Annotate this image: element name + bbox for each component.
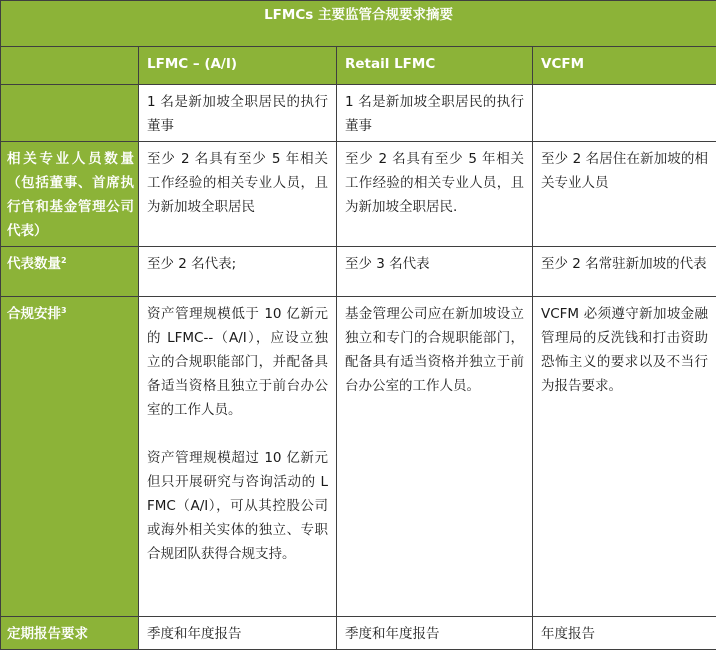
table-cell: 至少 2 名代表; bbox=[139, 247, 337, 297]
table-cell: 至少 3 名代表 bbox=[337, 247, 533, 297]
row-label-compliance bbox=[1, 297, 139, 617]
table-cell: 至少 2 名居住在新加坡的相关专业人员 bbox=[533, 142, 716, 247]
table-cell: 至少 2 名常驻新加坡的代表 bbox=[533, 247, 716, 297]
table-cell bbox=[533, 85, 716, 142]
row-label-professionals: 相关专业人员数量（包括董事、首席执行官和基金管理公司代表） bbox=[1, 142, 139, 247]
header-empty-cell bbox=[1, 47, 139, 85]
footnote-marker: 3 bbox=[61, 306, 67, 315]
table-cell: 季度和年度报告 bbox=[139, 617, 337, 650]
row-label-text: 合规安排 bbox=[7, 306, 61, 322]
column-header-retail-lfmc: Retail LFMC bbox=[337, 47, 533, 85]
table-title: LFMCs 主要监管合规要求摘要 bbox=[1, 1, 716, 47]
table-cell: VCFM 必须遵守新加坡金融管理局的反洗钱和打击资助恐怖主义的要求以及不当行为报告要求。 bbox=[533, 297, 716, 617]
column-header-lfmc-ai: LFMC – (A/I) bbox=[139, 47, 337, 85]
table-cell: 至少 2 名具有至少 5 年相关工作经验的相关专业人员，且为新加坡全职居民 bbox=[139, 142, 337, 247]
table-cell: 基金管理公司应在新加坡设立独立和专门的合规职能部门，配备具有适当资格并独立于前台办公室的工作人员。 bbox=[337, 297, 533, 617]
table-cell: 年度报告 bbox=[533, 617, 716, 650]
row-label-reporting: 定期报告要求 bbox=[1, 617, 139, 650]
table-cell bbox=[139, 297, 337, 617]
footnote-marker: 2 bbox=[61, 256, 67, 265]
row-label-representatives bbox=[1, 247, 139, 297]
table-cell: 1 名是新加坡全职居民的执行董事 bbox=[337, 85, 533, 142]
row-label-text: 代表数量 bbox=[7, 256, 61, 272]
table-cell: 至少 2 名具有至少 5 年相关工作经验的相关专业人员，且为新加坡全职居民. bbox=[337, 142, 533, 247]
cell-paragraph: 资产管理规模超过 10 亿新元但只开展研究与咨询活动的 LFMC（A/I），可从其控股公司或海外相关实体的独立、专职合规团队获得合规支持。 bbox=[147, 446, 328, 566]
column-header-vcfm: VCFM bbox=[533, 47, 716, 85]
row-label-executive-director bbox=[1, 85, 139, 142]
table-cell: 季度和年度报告 bbox=[337, 617, 533, 650]
table-cell: 1 名是新加坡全职居民的执行董事 bbox=[139, 85, 337, 142]
cell-paragraph: 资产管理规模低于 10 亿新元的 LFMC--（A/I），应设立独立的合规职能部门，并配备具备适当资格且独立于前台办公室的工作人员。 bbox=[147, 306, 328, 418]
